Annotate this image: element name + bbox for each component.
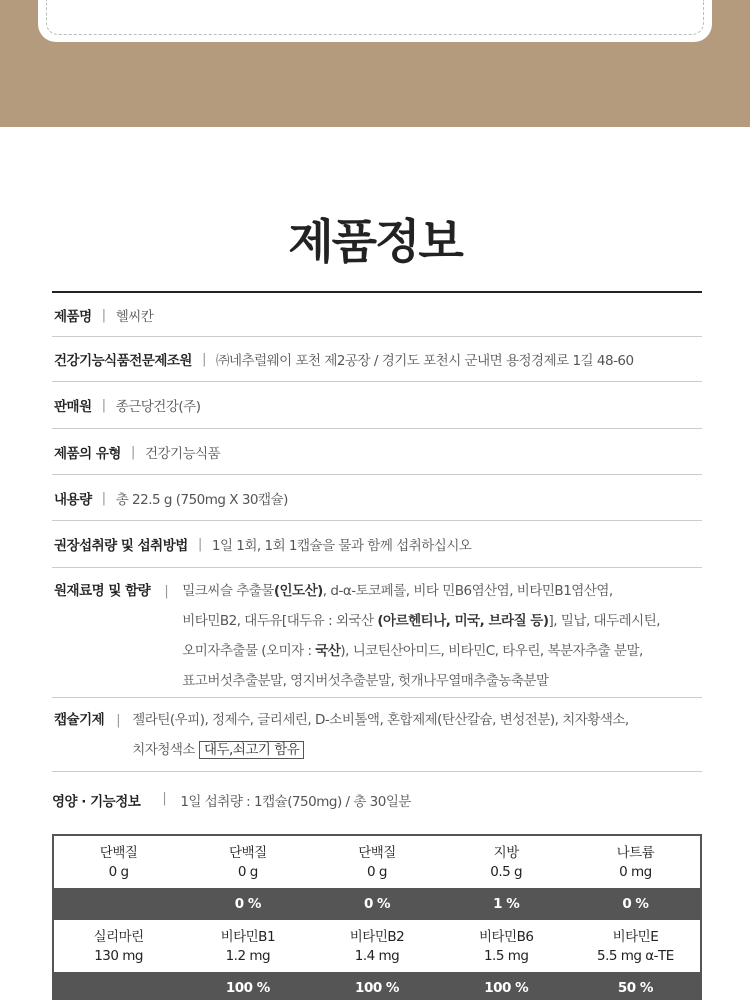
separator: | <box>101 489 106 506</box>
info-value: 종근당건강(주) <box>115 399 201 415</box>
nutrient-cell: 비타민E 5.5 mg α-TE <box>597 929 674 964</box>
separator: | <box>130 443 135 460</box>
separator: | <box>197 536 202 552</box>
ingredients-line-3: 오미자추출물 (오미자 : 국산), 니코틴산아미드, 비타민C, 타우린, 복분자추출 분말, <box>182 643 643 659</box>
nutrient-cell: 지방 0.5 g <box>490 845 523 880</box>
separator: | <box>116 712 121 728</box>
info-value: ㈜네추럴웨이 포천 제2공장 / 경기도 포천시 군내면 용정경제로 1길 48-60 <box>216 353 634 369</box>
separator: | <box>162 790 167 806</box>
percent-cell: 1 % <box>493 896 520 912</box>
percent-cell <box>54 888 183 920</box>
nutrition-values-row-2 <box>54 920 700 972</box>
product-info-table <box>52 291 702 772</box>
separator: | <box>101 306 106 323</box>
nutrition-percent-row-2 <box>54 972 700 1000</box>
ingredients-text <box>182 576 660 696</box>
capsule-line-1: 젤라틴(우피), 정제수, 글리세린, D-소비톨액, 혼합제제(탄산칼슘, 변성전분), 치자황색소, <box>132 712 629 728</box>
ingredients-line-4: 표고버섯추출분말, 영지버섯추출분말, 헛개나무열매추출농축분말 <box>182 673 549 689</box>
info-value: 건강기능식품 <box>144 445 221 462</box>
info-value: 헬씨칸 <box>115 308 154 325</box>
percent-cell: 100 % <box>484 980 529 996</box>
info-label: 판매원 <box>54 399 92 415</box>
info-label: 권장섭취량 및 섭취방법 <box>54 538 188 554</box>
nutrient-cell: 나트륨 0 mg <box>616 845 655 880</box>
info-label: 제품의 유형 <box>54 445 121 462</box>
nutrition-values-row-1 <box>54 836 700 888</box>
info-row-content <box>52 475 702 521</box>
page-title: 제품정보 <box>288 215 462 270</box>
info-row-seller <box>52 382 702 429</box>
percent-cell: 100 % <box>355 980 399 996</box>
info-row-dosage <box>52 521 702 568</box>
separator: | <box>201 351 207 367</box>
nutrient-cell: 비타민B1 1.2 mg <box>220 929 276 964</box>
info-row-product-type <box>52 429 702 475</box>
separator: | <box>164 583 169 599</box>
nutrient-cell: 단백질 0 g <box>358 845 396 880</box>
nutrient-cell: 비타민B6 1.5 mg <box>478 929 534 964</box>
info-label: 원재료명 및 함량 <box>54 583 151 599</box>
info-label: 제품명 <box>54 308 92 325</box>
header-card-dashed-border <box>46 0 704 35</box>
nutrient-cell: 실리마린 130 mg <box>93 929 144 964</box>
capsule-line-2: 치자청색소 대두,쇠고기 함유 <box>132 735 628 765</box>
header-card <box>38 0 712 42</box>
percent-cell: 0 % <box>363 896 391 912</box>
percent-cell: 0 % <box>622 896 649 912</box>
separator: | <box>101 397 106 413</box>
info-value: 1일 1회, 1회 1캡슐을 물과 함께 섭취하십시오 <box>211 538 472 554</box>
nutrition-label: 영양 · 기능정보 <box>52 794 141 810</box>
percent-cell: 0 % <box>234 896 261 912</box>
nutrient-cell: 단백질 0 g <box>99 845 138 880</box>
info-row-ingredients <box>52 568 702 698</box>
header-banner <box>0 0 750 127</box>
nutrition-table <box>52 834 702 1000</box>
nutrient-cell: 단백질 0 g <box>228 845 267 880</box>
info-value: 총 22.5 g (750mg X 30캡슐) <box>115 491 288 508</box>
nutrition-percent-row-1 <box>54 888 700 920</box>
ingredients-line-2: 비타민B2, 대두유[대두유 : 외국산 (아르헨티나, 미국, 브라질 등)], 밀납, 대두레시틴, <box>182 613 661 629</box>
info-row-manufacturer <box>52 337 702 382</box>
ingredients-line-1: 밀크씨슬 추출물(인도산), d-α-토코페롤, 비타 민B6염산염, 비타민B1염산염, <box>182 583 613 599</box>
info-label: 내용량 <box>54 491 92 508</box>
percent-cell: 50 % <box>617 980 653 996</box>
percent-cell: 100 % <box>225 980 270 996</box>
capsule-text <box>132 705 628 765</box>
nutrient-cell: 비타민B2 1.4 mg <box>349 929 405 964</box>
info-label: 캡슐기제 <box>54 712 105 728</box>
percent-cell <box>54 972 183 1000</box>
allergen-badge: 대두,쇠고기 함유 <box>199 741 304 759</box>
nutrition-header <box>52 790 702 810</box>
info-row-capsule <box>52 698 702 772</box>
nutrition-serving: 1일 섭취량 : 1캡슐(750mg) / 총 30일분 <box>180 794 411 810</box>
info-row-product-name <box>52 293 702 337</box>
info-label: 건강기능식품전문제조원 <box>54 353 192 369</box>
